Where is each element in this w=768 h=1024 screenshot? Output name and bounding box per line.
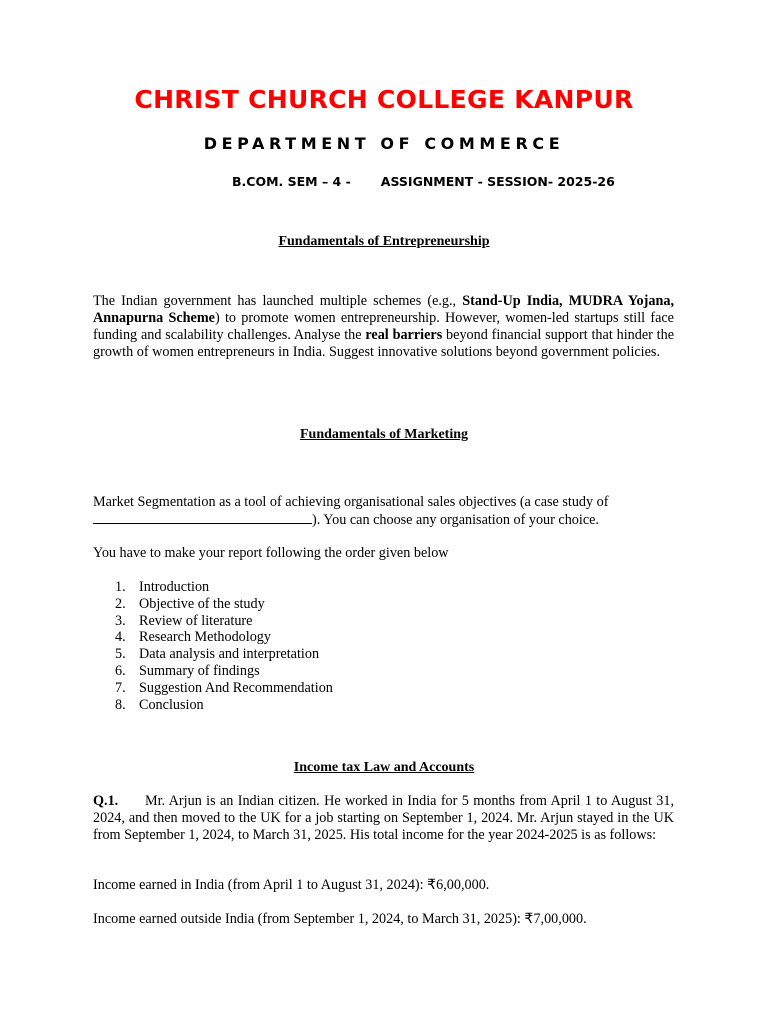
list-number: 7. [115,679,126,696]
income-tax-heading: Income tax Law and Accounts [293,760,475,775]
marketing-text-2: ). You can choose any organisation of your choice. [312,512,599,528]
report-order-item [93,613,333,630]
entrepreneurship-text-2: ) to promote women entrepreneurship. However, women-led startups still face funding and scalability challenges. Analyse the [93,310,674,343]
income-outside-india: Income earned outside India (from September 1, 2024, to March 31, 2025): ₹7,00,000. [93,911,587,927]
list-item-label: Introduction [139,579,210,595]
entrepreneurship-heading: Fundamentals of Entrepreneurship [278,234,490,249]
list-item-label: Objective of the study [139,595,265,612]
report-order-item [93,646,333,663]
course-label: B.COM. SEM – 4 - [232,174,351,189]
schemes-bold: Stand-Up India, MUDRA Yojana, Annapurna Scheme [93,293,674,326]
list-number: 4. [115,629,126,646]
real-barriers-bold: real barriers [365,327,443,343]
entrepreneurship-text-3: beyond financial support that hinder the growth of women entrepreneurs in India. Suggest innovative solutions beyond government policies. [93,327,675,360]
college-name: CHRIST CHURCH COLLEGE KANPUR [134,85,634,114]
report-order-item [93,663,333,680]
report-order-list [93,579,333,713]
list-number: 8. [115,696,126,713]
list-item-label: Summary of findings [139,662,260,679]
report-order-item [93,680,333,697]
session-line [232,174,615,189]
question-number: Q.1. [93,793,119,809]
marketing-question-line-1: Market Segmentation as a tool of achieving organisational sales objectives (a case study of [93,494,609,510]
entrepreneurship-question [93,293,674,361]
list-number: 2. [115,595,126,612]
list-number: 1. [115,579,126,595]
list-item-label: Research Methodology [139,629,271,646]
list-item-label: Data analysis and interpretation [139,646,320,663]
report-order-item [93,596,333,613]
report-order-item [93,629,333,646]
list-number: 5. [115,646,126,663]
list-number: 3. [115,612,126,629]
list-item-label: Review of literature [139,612,253,629]
list-number: 6. [115,662,126,679]
entrepreneurship-text-1: The Indian government has launched multiple schemes (e.g., [93,293,463,309]
report-order-item [93,697,333,714]
income-tax-question [93,793,674,844]
question-text: Mr. Arjun is an Indian citizen. He worked in India for 5 months from April 1 to August 31, 2024, and then moved to the UK for a job starting on September 1, 2024. Mr. Arjun stayed in the UK from September 1, 2024, to March 31, 2025. His total income for the year 2024-2025 is as follows: [93,793,674,843]
department-title: DEPARTMENT OF COMMERCE [203,134,565,153]
case-study-blank [93,511,312,524]
list-item-label: Conclusion [139,696,204,713]
income-india: Income earned in India (from April 1 to August 31, 2024): ₹6,00,000. [93,877,490,893]
report-order-item [93,579,333,596]
marketing-heading: Fundamentals of Marketing [300,427,468,442]
marketing-question-line-2 [93,511,599,529]
report-instruction: You have to make your report following the order given below [93,545,449,561]
assignment-label: ASSIGNMENT - SESSION- 2025-26 [380,174,615,189]
list-item-label: Suggestion And Recommendation [139,679,333,696]
